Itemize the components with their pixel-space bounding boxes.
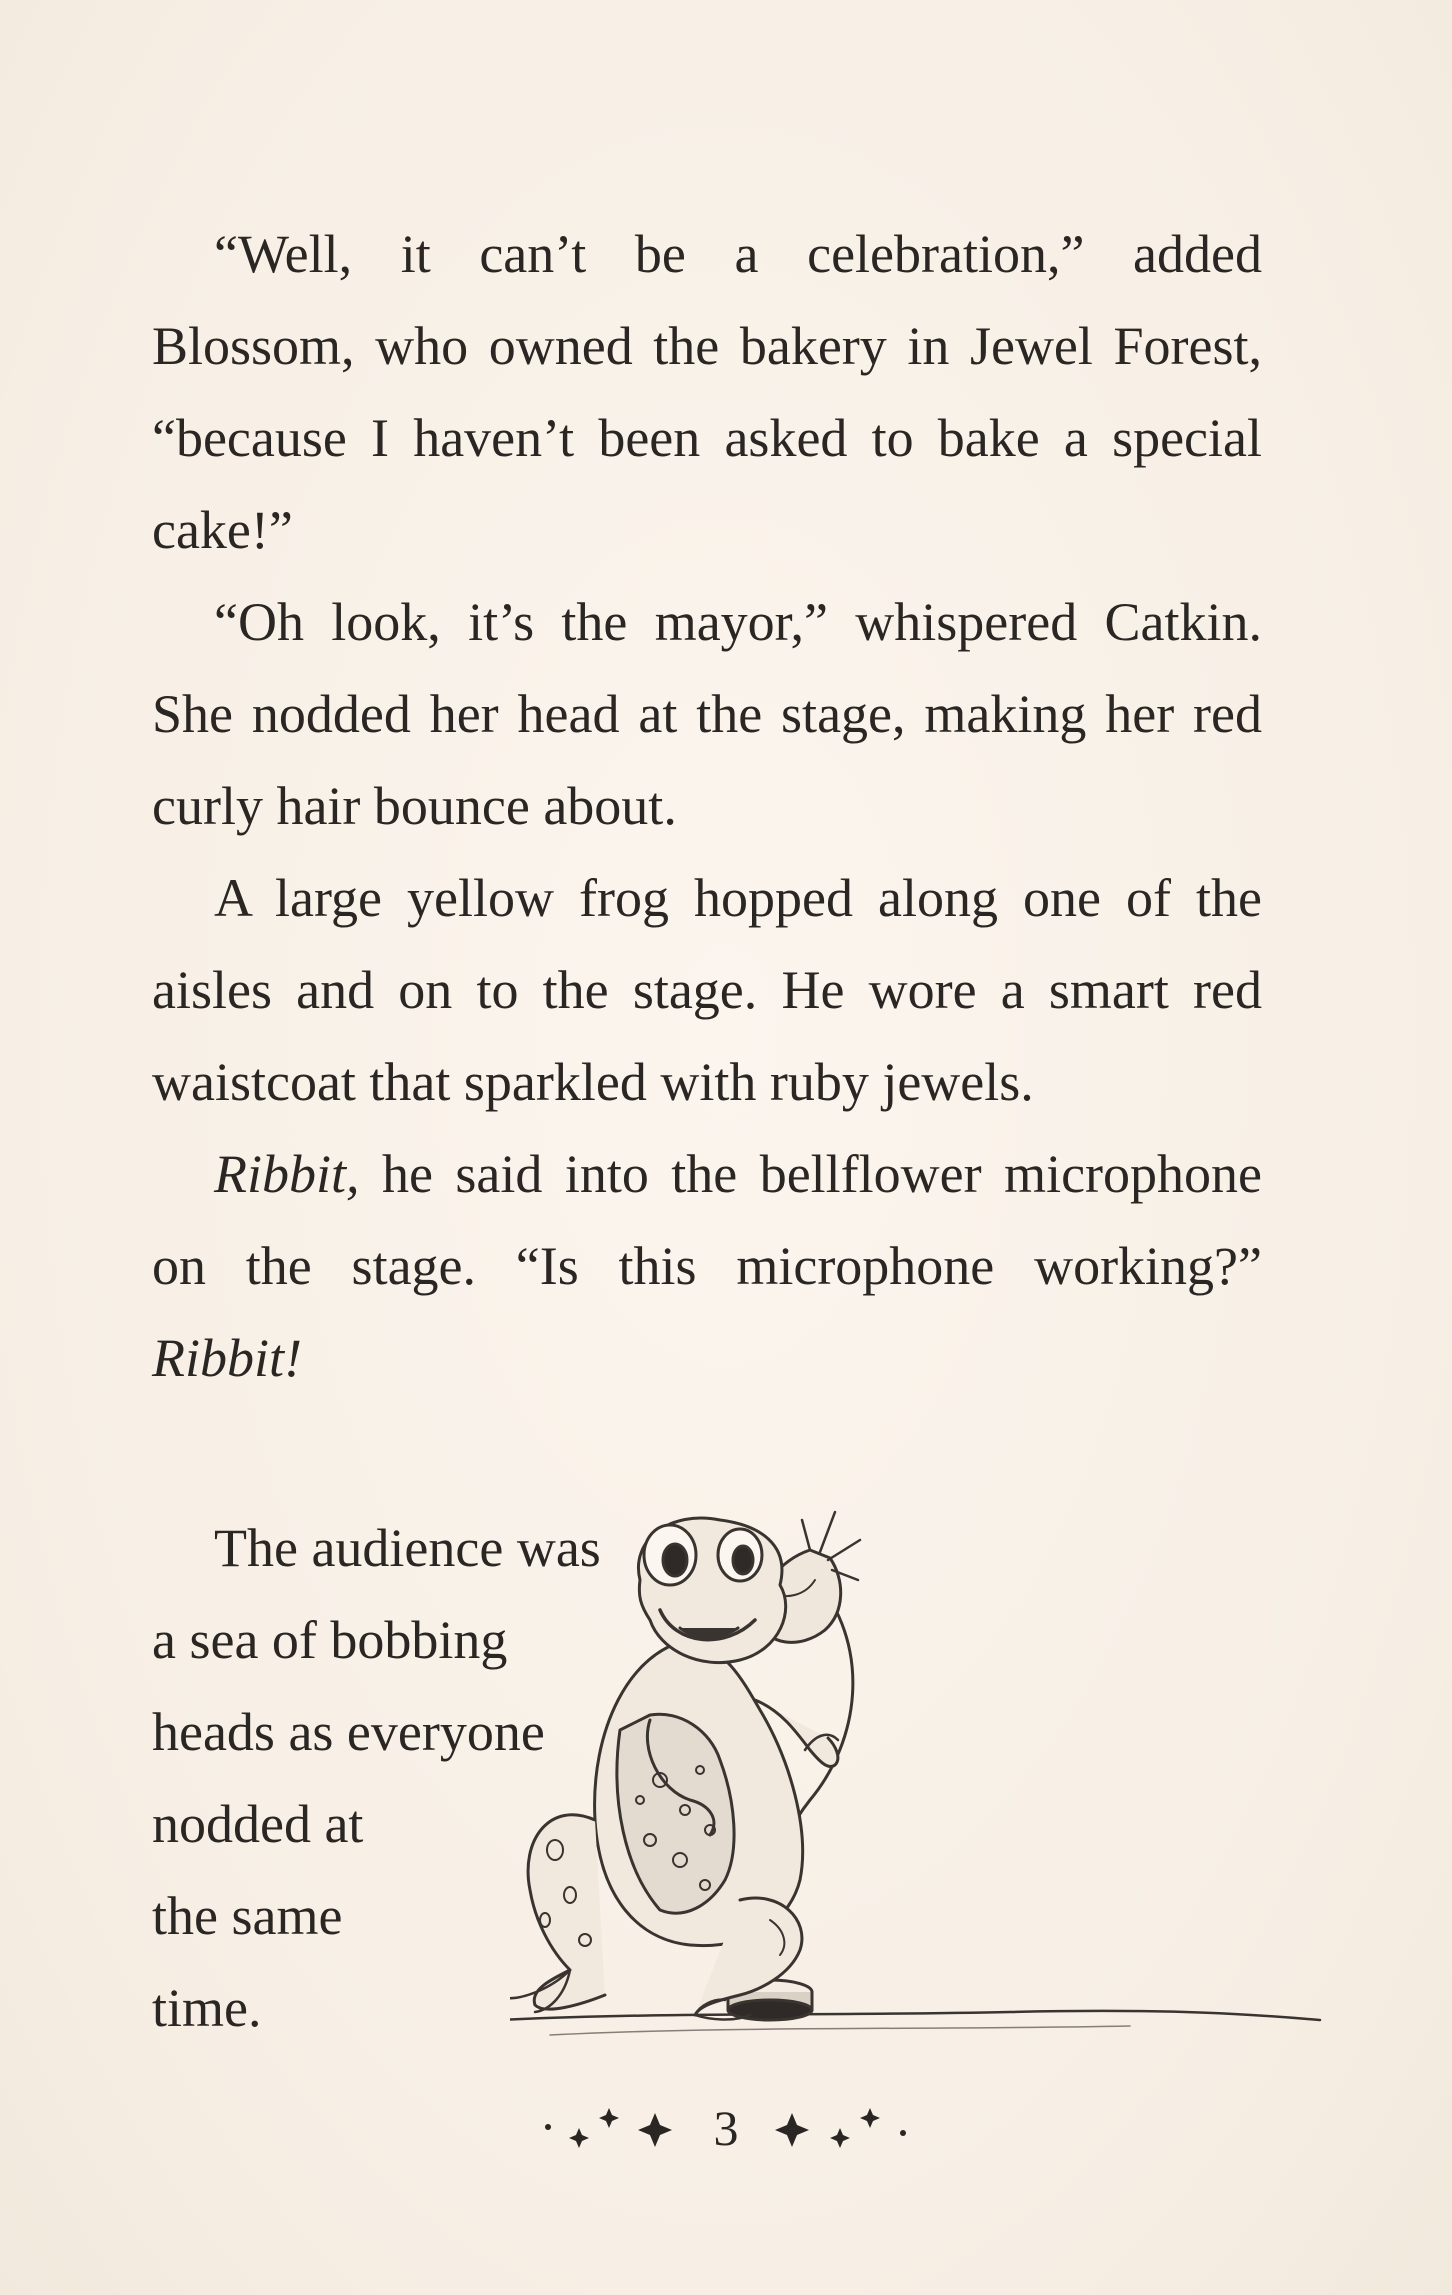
wrapped-line: The audience was: [214, 1518, 601, 1578]
ribbit-italic-start: Ribbit,: [214, 1144, 360, 1204]
frog-mayor-illustration: [510, 1500, 1330, 2060]
page-number: 3: [713, 2100, 739, 2156]
ground-line: [510, 2011, 1320, 2020]
wrapped-line: heads as everyone: [152, 1702, 545, 1762]
page-footer: [0, 2098, 1452, 2166]
paragraph-2: “Oh look, it’s the mayor,” whispered Catkin. She nodded her head at the stage, making her red curly hair bounce about.: [152, 592, 1262, 836]
decorative-stars-left-icon: [538, 2103, 688, 2153]
wrapped-line: time.: [152, 1978, 262, 2038]
wrapped-line: the same: [152, 1886, 343, 1946]
paragraph-1: “Well, it can’t be a celebration,” added Blossom, who owned the bakery in Jewel Forest, “because I haven’t been asked to bake a special cake!”: [152, 224, 1262, 560]
wrapped-line: nodded at: [152, 1794, 364, 1854]
body-text: [152, 208, 1262, 1404]
paragraph-4: [152, 1128, 1262, 1404]
paragraph-3: A large yellow frog hopped along one of the aisles and on to the stage. He wore a smart red waistcoat that sparkled with ruby jewels.: [152, 868, 1262, 1112]
paragraph-4-text: he said into the bellflower microphone on the stage. “Is this microphone working?”: [152, 1144, 1262, 1296]
decorative-stars-right-icon: [765, 2103, 915, 2153]
ribbit-italic-end: Ribbit!: [152, 1328, 302, 1388]
wrapped-line: a sea of bobbing: [152, 1610, 508, 1670]
